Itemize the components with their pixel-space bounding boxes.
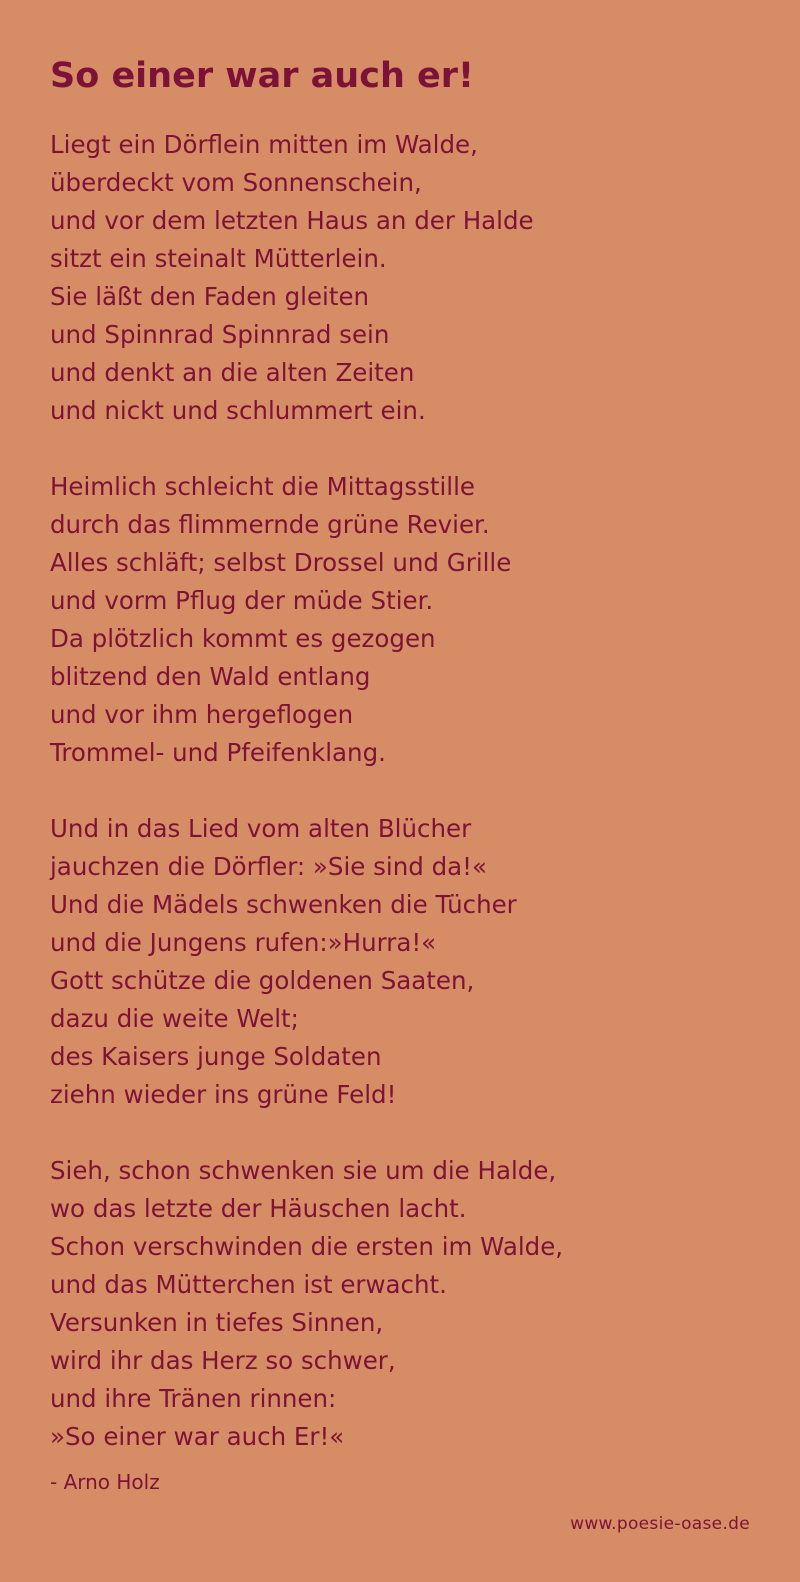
poem-line: ziehn wieder ins grüne Feld!: [50, 1080, 397, 1109]
poem-line: jauchzen die Dörfler: »Sie sind da!«: [50, 852, 487, 881]
poem-line: Versunken in tiefes Sinnen,: [50, 1308, 384, 1337]
poem-line: und ihre Tränen rinnen:: [50, 1384, 337, 1413]
poem-line: und das Mütterchen ist erwacht.: [50, 1270, 447, 1299]
poem-line: blitzend den Wald entlang: [50, 662, 371, 691]
poem-title: So einer war auch er!: [50, 56, 475, 96]
poem-line: Schon verschwinden die ersten im Walde,: [50, 1232, 564, 1261]
poem-line: und vor dem letzten Haus an der Halde: [50, 206, 534, 235]
poem-line: Sie läßt den Faden gleiten: [50, 282, 370, 311]
poem-line: dazu die weite Welt;: [50, 1004, 299, 1033]
stanza: [50, 468, 750, 772]
poem-body: [50, 126, 750, 1494]
poem-line: Liegt ein Dörflein mitten im Walde,: [50, 130, 478, 159]
poem-line: Trommel- und Pfeifenklang.: [50, 738, 386, 767]
poem-line: Und in das Lied vom alten Blücher: [50, 814, 472, 843]
poem-line: und vor ihm hergeflogen: [50, 700, 354, 729]
poem-line: durch das flimmernde grüne Revier.: [50, 510, 490, 539]
poem-line: und Spinnrad Spinnrad sein: [50, 320, 390, 349]
poem-line: Sieh, schon schwenken sie um die Halde,: [50, 1156, 557, 1185]
poem-line: überdeckt vom Sonnenschein,: [50, 168, 422, 197]
poem-line: und die Jungens rufen:»Hurra!«: [50, 928, 437, 957]
poem-line: wo das letzte der Häuschen lacht.: [50, 1194, 467, 1223]
stanza: [50, 1152, 750, 1456]
poem-line: des Kaisers junge Soldaten: [50, 1042, 382, 1071]
stanza: [50, 810, 750, 1114]
poem-line: sitzt ein steinalt Mütterlein.: [50, 244, 387, 273]
poem-line: Heimlich schleicht die Mittagsstille: [50, 472, 475, 501]
poem-line: und vorm Pflug der müde Stier.: [50, 586, 434, 615]
poem-author: - Arno Holz: [50, 1470, 160, 1494]
poem-line: »So einer war auch Er!«: [50, 1422, 345, 1451]
poem-line: und nickt und schlummert ein.: [50, 396, 426, 425]
stanza: [50, 126, 750, 430]
poem-line: Alles schläft; selbst Drossel und Grille: [50, 548, 512, 577]
poem-line: wird ihr das Herz so schwer,: [50, 1346, 396, 1375]
website-credit: www.poesie-oase.de: [570, 1514, 750, 1534]
poem-line: Und die Mädels schwenken die Tücher: [50, 890, 517, 919]
poem-line: und denkt an die alten Zeiten: [50, 358, 415, 387]
poem-line: Da plötzlich kommt es gezogen: [50, 624, 436, 653]
poem-line: Gott schütze die goldenen Saaten,: [50, 966, 475, 995]
